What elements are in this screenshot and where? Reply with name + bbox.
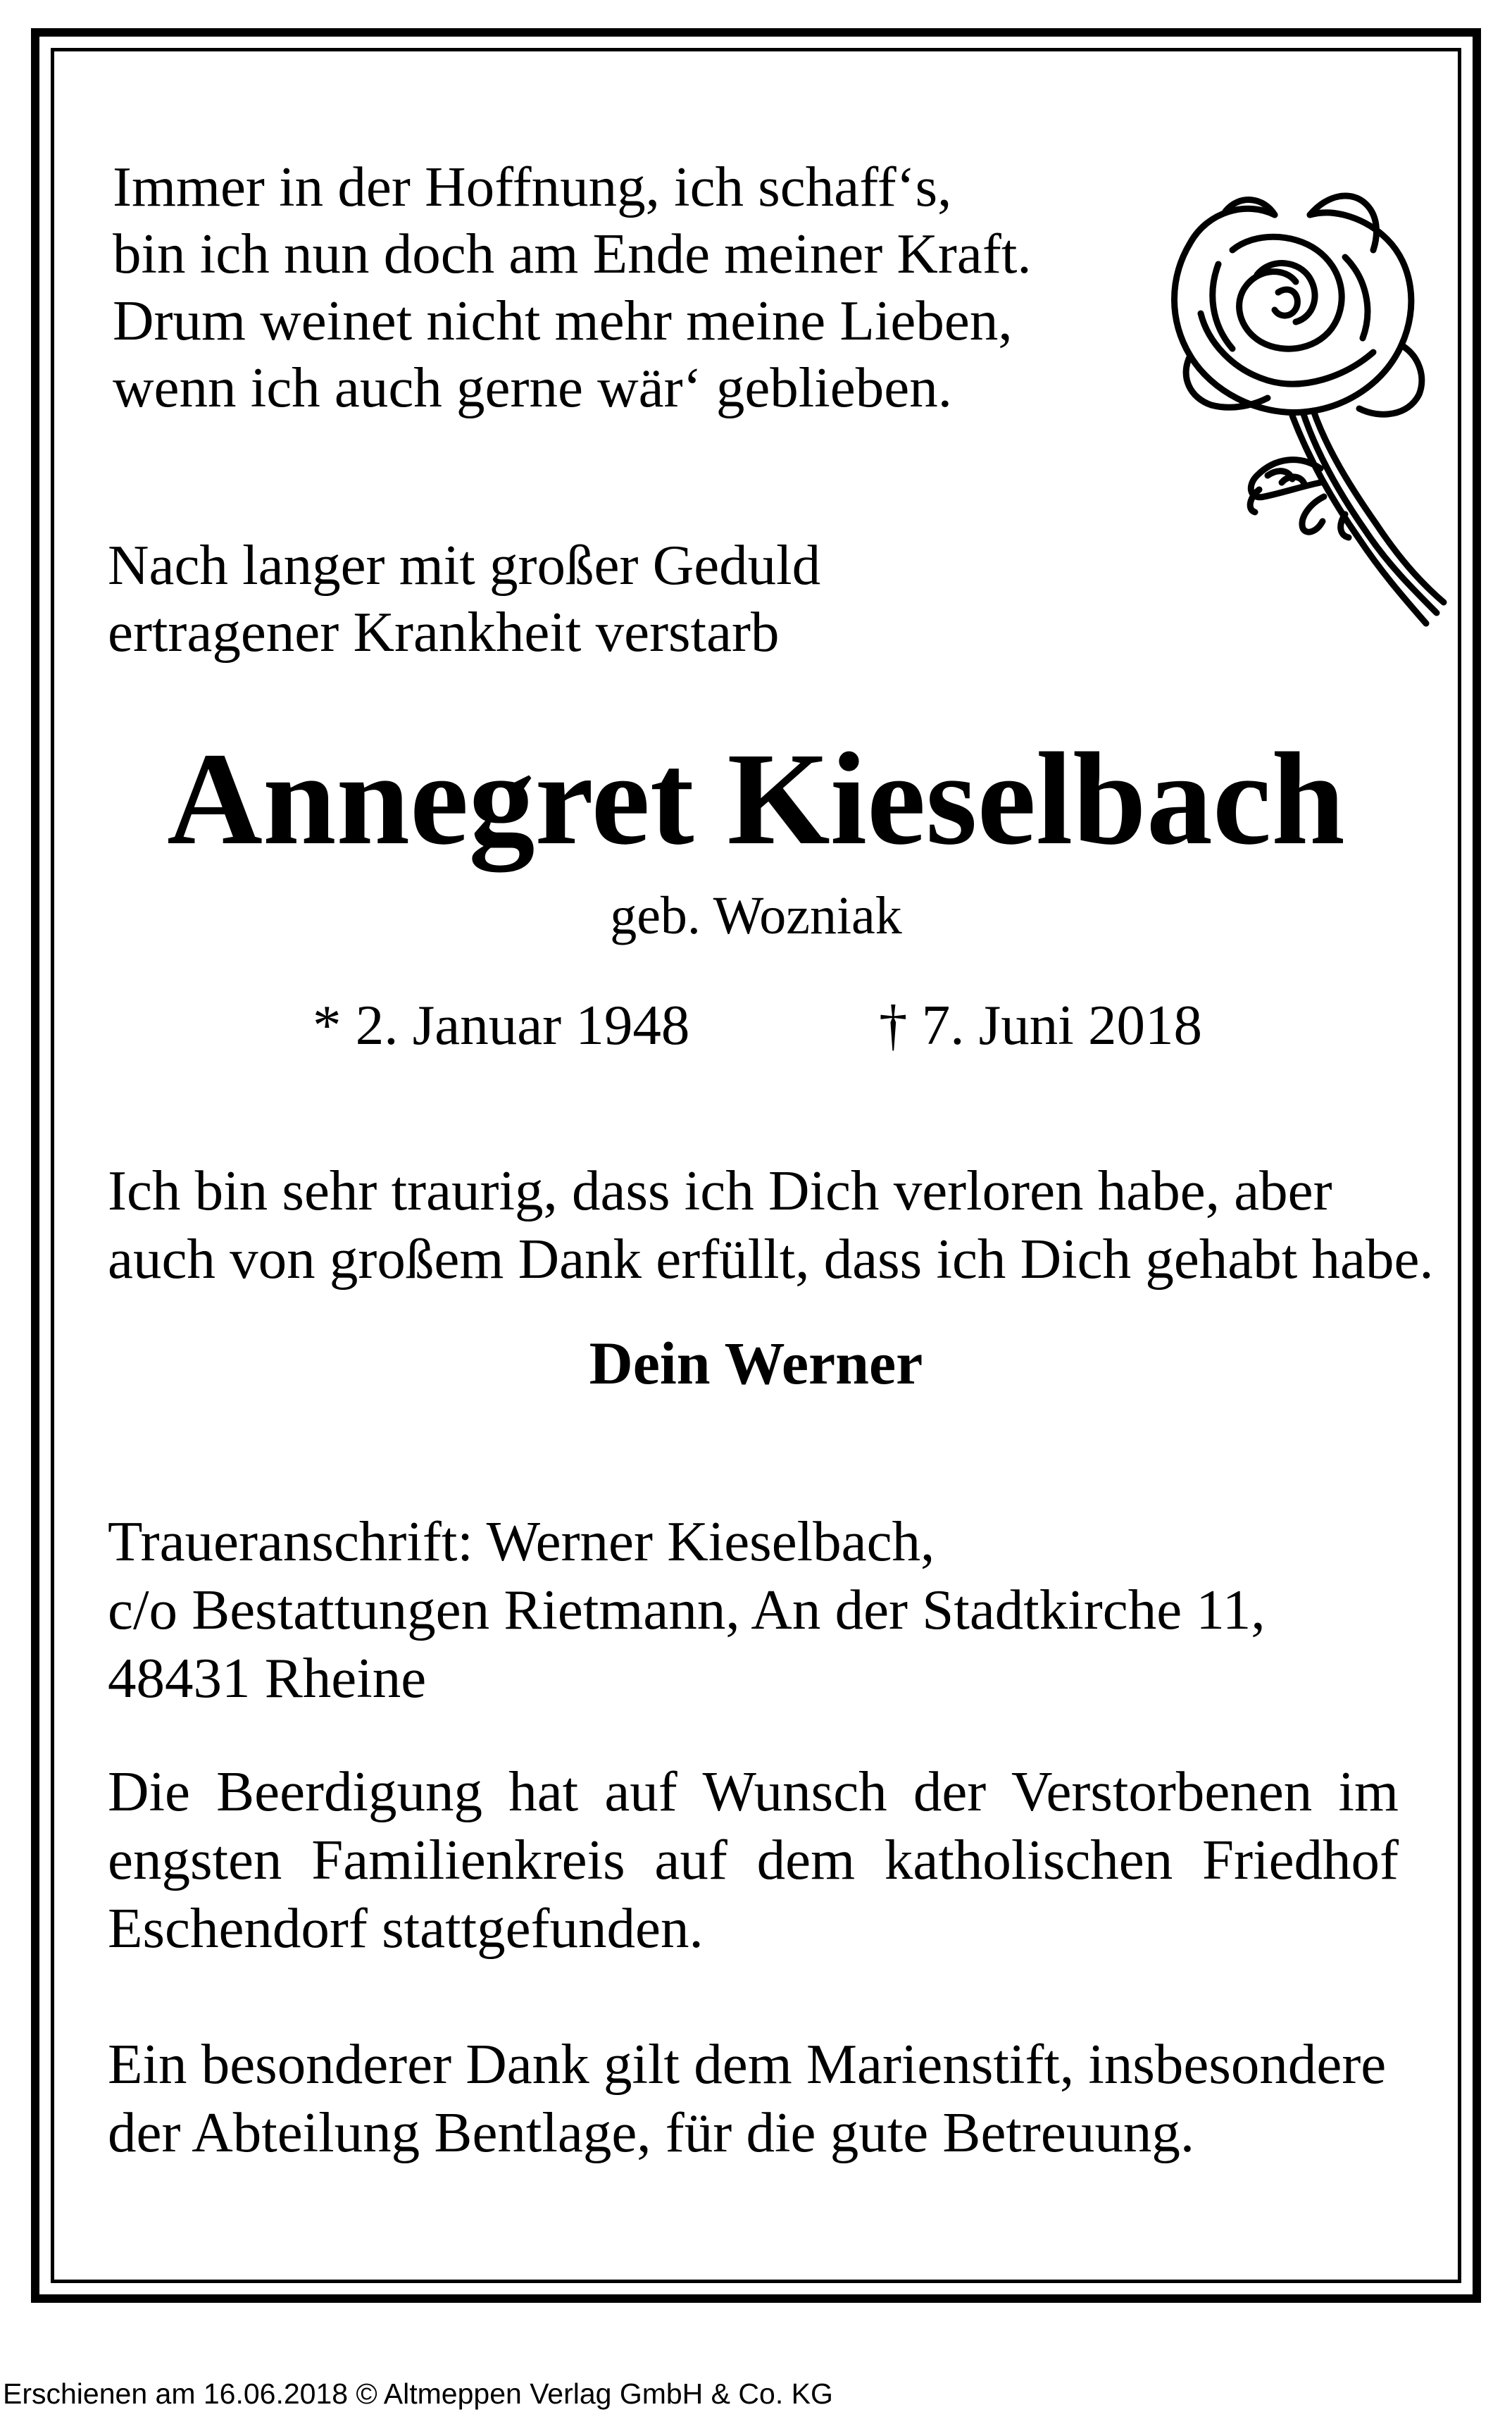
publication-footer: Erschienen am 16.06.2018 © Altmeppen Verlag GmbH & Co. KG <box>3 2377 833 2410</box>
poem-line: Immer in der Hoffnung, ich schaff‘s, <box>113 155 952 218</box>
address-line: c/o Bestattungen Rietmann, An der Stadtkirche 11, <box>108 1578 1266 1641</box>
address-line: 48431 Rheine <box>108 1646 427 1710</box>
funeral-line: Die Beerdigung hat auf Wunsch der Verstorbenen im <box>108 1760 1399 1823</box>
thanks-line: Ein besonderer Dank gilt dem Marienstift, insbesondere <box>108 2032 1387 2096</box>
intro-line: Nach langer mit großer Geduld <box>108 533 821 597</box>
poem-line: wenn ich auch gerne wär‘ geblieben. <box>113 356 952 419</box>
message-line: auch von großem Dank erfüllt, dass ich Dich gehabt habe. <box>108 1227 1434 1291</box>
funeral-line: Eschendorf stattgefunden. <box>108 1896 704 1960</box>
address-line: Traueranschrift: Werner Kieselbach, <box>108 1510 935 1573</box>
deceased-name: Annegret Kieselbach <box>167 725 1345 872</box>
rose-icon <box>1141 173 1451 652</box>
maiden-name: geb. Wozniak <box>610 886 902 945</box>
message-line: Ich bin sehr traurig, dass ich Dich verloren habe, aber <box>108 1159 1332 1222</box>
funeral-line: engsten Familienkreis auf dem katholischen Friedhof <box>108 1828 1399 1891</box>
birth-date: * 2. Januar 1948 <box>313 993 690 1057</box>
thanks-line: der Abteilung Bentlage, für die gute Betreuung. <box>108 2101 1195 2164</box>
signature: Dein Werner <box>589 1329 923 1397</box>
intro-line: ertragener Krankheit verstarb <box>108 600 780 664</box>
poem-line: bin ich nun doch am Ende meiner Kraft. <box>113 222 1032 285</box>
death-date: † 7. Juni 2018 <box>879 993 1203 1057</box>
poem-line: Drum weinet nicht mehr meine Lieben, <box>113 289 1013 352</box>
